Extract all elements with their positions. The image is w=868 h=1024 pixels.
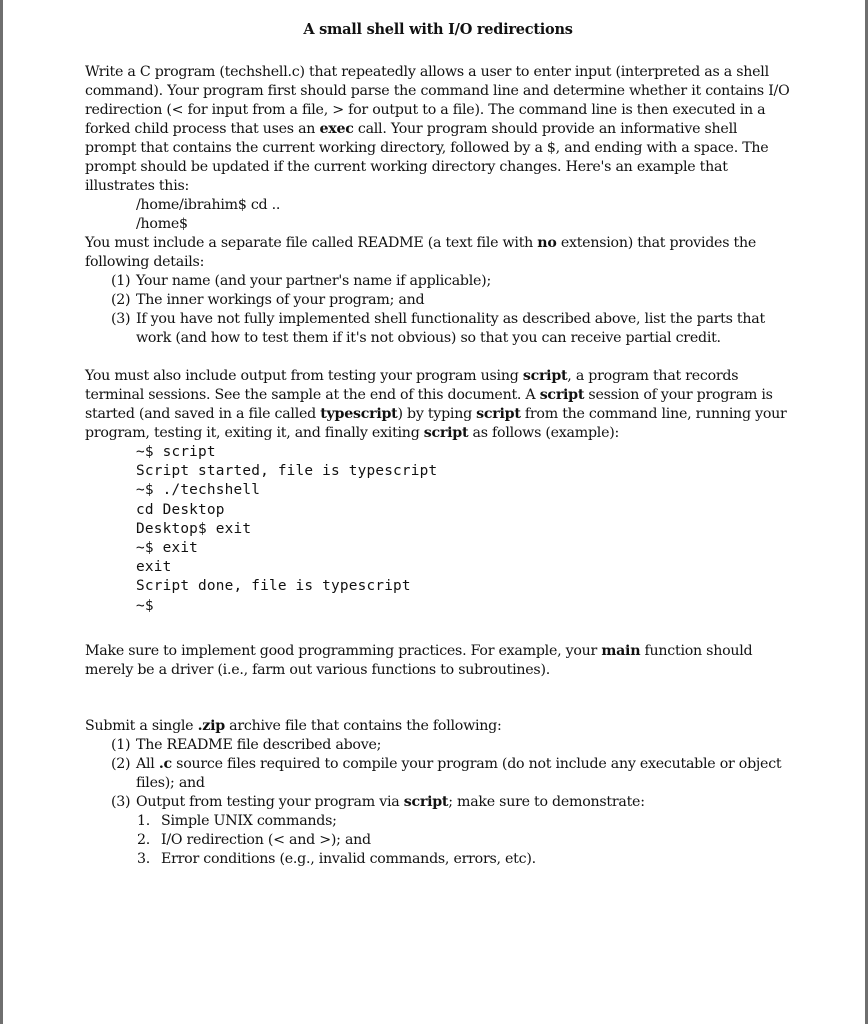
readme-item-number: (3) xyxy=(111,311,131,327)
script-text-3: session of your program is started (and saved in a file called xyxy=(85,387,773,422)
typescript-keyword: typescript xyxy=(320,406,398,422)
submit-text-2: archive file that contains the following: xyxy=(224,717,502,734)
submit-text-1: Submit a single xyxy=(85,717,198,734)
submit-item-number: (2) xyxy=(111,755,131,772)
script-keyword: script xyxy=(539,387,585,403)
submit-item-text: source files required to compile your program (do not include any executable or object files); and xyxy=(136,755,782,791)
exec-keyword: exec xyxy=(319,121,354,137)
demonstrate-list xyxy=(136,812,791,869)
main-keyword: main xyxy=(601,642,641,659)
intro-text-1: Write a C program (techshell.c) that repeatedly allows a user to enter input (interpreted as a shell command). Your program first should parse the command line and determine whether it contains I/O redirection (< for input from a file, > for output to a file). The command line is then executed in a forked child process that uses an xyxy=(85,64,790,137)
submit-item-text: All xyxy=(136,755,159,772)
submit-item-number: (3) xyxy=(111,793,131,810)
terminal-line: ~$ exit xyxy=(136,540,199,557)
readme-list xyxy=(85,272,791,348)
prompt-example-line-2: /home$ xyxy=(136,216,188,232)
submit-item-text: The README file described above; xyxy=(136,736,382,753)
submit-list xyxy=(85,736,791,869)
script-text-1: You must also include output from testing your program using xyxy=(85,368,523,384)
readme-item-text: The inner workings of your program; and xyxy=(136,292,425,308)
readme-item-number: (1) xyxy=(111,273,131,289)
demonstrate-item-number: 2. xyxy=(137,831,151,848)
practices-paragraph xyxy=(85,642,791,680)
script-text-6: as follows (example): xyxy=(468,425,620,441)
readme-list-item xyxy=(85,291,791,310)
script-keyword: script xyxy=(403,793,449,810)
terminal-line: Desktop$ exit xyxy=(136,520,252,537)
demonstrate-item-text: Error conditions (e.g., invalid commands, errors, etc). xyxy=(161,850,536,867)
intro-paragraph xyxy=(85,63,791,196)
terminal-example xyxy=(85,443,791,616)
submit-item-text: ; make sure to demonstrate: xyxy=(448,793,645,810)
c-keyword: .c xyxy=(158,755,172,772)
submit-list-item xyxy=(85,793,791,869)
document-content xyxy=(85,20,791,869)
submit-item-text: Output from testing your program via xyxy=(136,793,404,810)
intro-text-2: call. Your program should provide an informative shell prompt that contains the current working directory, followed by a $, and ending with a space. The prompt should be updated if the current working directory changes. Here's an example that illustrates this: xyxy=(85,121,769,194)
submit-paragraph xyxy=(85,717,791,736)
script-keyword: script xyxy=(522,368,568,384)
script-text-2: , a program that records terminal sessions. See the sample at the end of this document. A xyxy=(85,368,739,403)
readme-list-item xyxy=(85,310,791,348)
submit-item-number: (1) xyxy=(111,736,131,753)
readme-list-item xyxy=(85,272,791,291)
document-page xyxy=(3,0,865,1024)
submit-list-item xyxy=(85,736,791,755)
terminal-line: cd Desktop xyxy=(136,501,225,518)
demonstrate-item-number: 1. xyxy=(137,812,151,829)
terminal-line: Script started, file is typescript xyxy=(136,463,438,480)
prompt-example-line-1: /home/ibrahim$ cd .. xyxy=(136,197,281,213)
submit-list-item xyxy=(85,755,791,793)
readme-text-a: You must include a separate file called README (a text file with xyxy=(85,235,538,251)
no-keyword: no xyxy=(537,235,557,251)
demonstrate-item xyxy=(136,850,791,869)
readme-text-b: extension) that provides the following details: xyxy=(85,235,756,270)
zip-keyword: .zip xyxy=(197,717,225,734)
readme-paragraph xyxy=(85,234,791,272)
demonstrate-item-text: Simple UNIX commands; xyxy=(161,812,337,829)
demonstrate-item xyxy=(136,812,791,831)
practices-text-1: Make sure to implement good programming practices. For example, your xyxy=(85,642,602,659)
terminal-line: Script done, file is typescript xyxy=(136,578,411,595)
terminal-line: exit xyxy=(136,559,172,576)
demonstrate-item xyxy=(136,831,791,850)
document-title: A small shell with I/O redirections xyxy=(303,21,573,38)
demonstrate-item-text: I/O redirection (< and >); and xyxy=(161,831,371,848)
terminal-line: ~$ xyxy=(136,597,154,614)
practices-text-2: function should merely be a driver (i.e., farm out various functions to subroutines). xyxy=(85,642,753,678)
demonstrate-item-number: 3. xyxy=(137,850,151,867)
script-keyword: script xyxy=(476,406,521,422)
terminal-line: ~$ script xyxy=(136,444,216,460)
readme-item-text: If you have not fully implemented shell functionality as described above, list the parts that work (and how to test them if it's not obvious) so that you can receive partial credit. xyxy=(136,311,765,346)
readme-item-number: (2) xyxy=(111,292,131,308)
script-keyword: script xyxy=(423,425,469,441)
script-text-5: from the command line, running your program, testing it, exiting it, and finally exiting xyxy=(85,406,787,441)
script-paragraph xyxy=(85,367,791,443)
terminal-line: ~$ ./techshell xyxy=(136,482,261,499)
readme-item-text: Your name (and your partner's name if applicable); xyxy=(136,273,491,289)
script-text-4: ) by typing xyxy=(397,406,477,422)
